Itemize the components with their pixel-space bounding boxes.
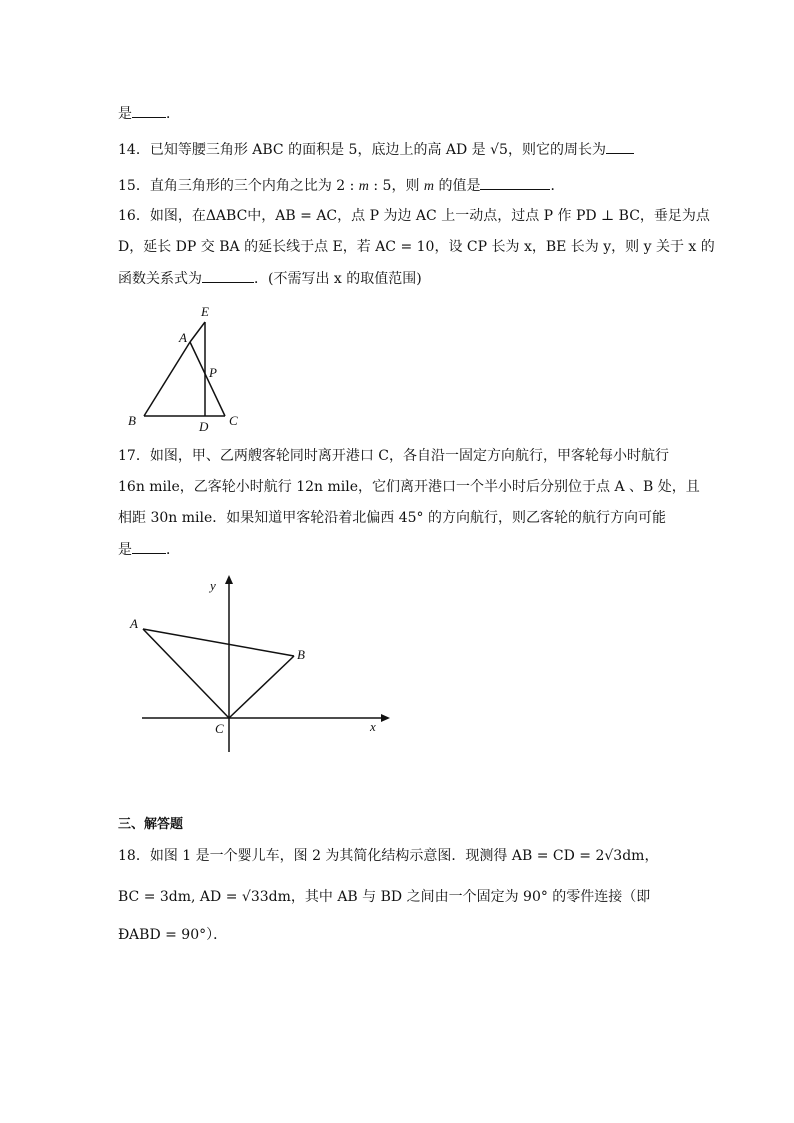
x-axis-arrow [381,714,390,722]
segment-cb [229,656,294,718]
q15-var-2: m [423,179,435,194]
q17-line-3: 相距 30n mile．如果知道甲客轮沿着北偏西 45° 的方向航行，则乙客轮的航行方向可能 [118,510,666,526]
triangle-figure [118,298,258,438]
label-c: C [215,721,224,736]
question-15 [118,175,564,197]
q16-line-2: D，延长 DP 交 BA 的延长线于点 E，若 AC = 10，设 CP 长为 x，BE 长为 y，则 y 关于 x 的 [118,239,715,255]
q15-text-c: 的值是 [434,178,481,194]
navigation-figure [118,568,408,768]
label-b: B [128,413,136,428]
answer-blank [606,139,634,154]
answer-blank [480,175,550,190]
q16-line-1: 16．如图，在ΔABC中，AB = AC，点 P 为边 AC 上一动点，过点 P 作 PD ⊥ BC，垂足为点 [118,208,710,224]
q17-line-4a: 是 [118,542,132,558]
label-y: y [210,578,216,593]
answer-blank [132,539,166,554]
q17-line-2: 16n mile，乙客轮小时航行 12n mile，它们离开港口一个半小时后分别位于点 A 、B 处，且 [118,479,700,495]
q16-line-3 [118,268,422,289]
q15-text-a: 15．直角三角形的三个内角之比为 2 : [118,178,359,194]
label-b: B [297,647,305,662]
label-e: E [201,304,209,319]
segment-ba [144,342,190,416]
question-14 [118,139,634,160]
y-axis-arrow [225,575,233,584]
label-a: A [179,330,187,345]
label-a: A [130,616,138,631]
q16-line-3a: 函数关系式为 [118,271,202,287]
section-title: 三、解答题 [118,817,184,832]
q17-line-4 [118,539,180,560]
q17-line-1: 17．如图，甲、乙两艘客轮同时离开港口 C，各自沿一固定方向航行，甲客轮每小时航行 [118,448,669,464]
q15-text-b: : 5，则 [368,178,424,194]
segment-ac [190,342,225,416]
label-x: x [370,719,376,734]
label-p: P [209,365,217,380]
label-d: D [199,419,209,434]
answer-blank [202,268,254,283]
q15-var: m [358,179,369,194]
q16-line-3b: ．(不需写出 x 的取值范围) [254,271,422,287]
q15-end: ． [550,178,565,194]
q18-line-1: 18．如图 1 是一个婴儿车，图 2 为其简化结构示意图．现测得 AB = CD = 2√3dm， [118,848,659,864]
q14-text: 14．已知等腰三角形 ABC 的面积是 5，底边上的高 AD 是 √5，则它的周长为 [118,142,606,158]
answer-blank [132,103,166,118]
continuation-line [118,103,180,124]
q18-line-2: BC = 3dm, AD = √33dm，其中 AB 与 BD 之间由一个固定为 90° 的零件连接（即 [118,889,651,905]
q17-line-4b: ． [166,542,180,558]
continuation-prefix: 是 [118,106,132,122]
q18-line-3: ÐABD = 90°）． [118,927,228,943]
label-c: C [229,413,238,428]
continuation-suffix: ． [166,106,180,122]
segment-ae [190,322,205,342]
